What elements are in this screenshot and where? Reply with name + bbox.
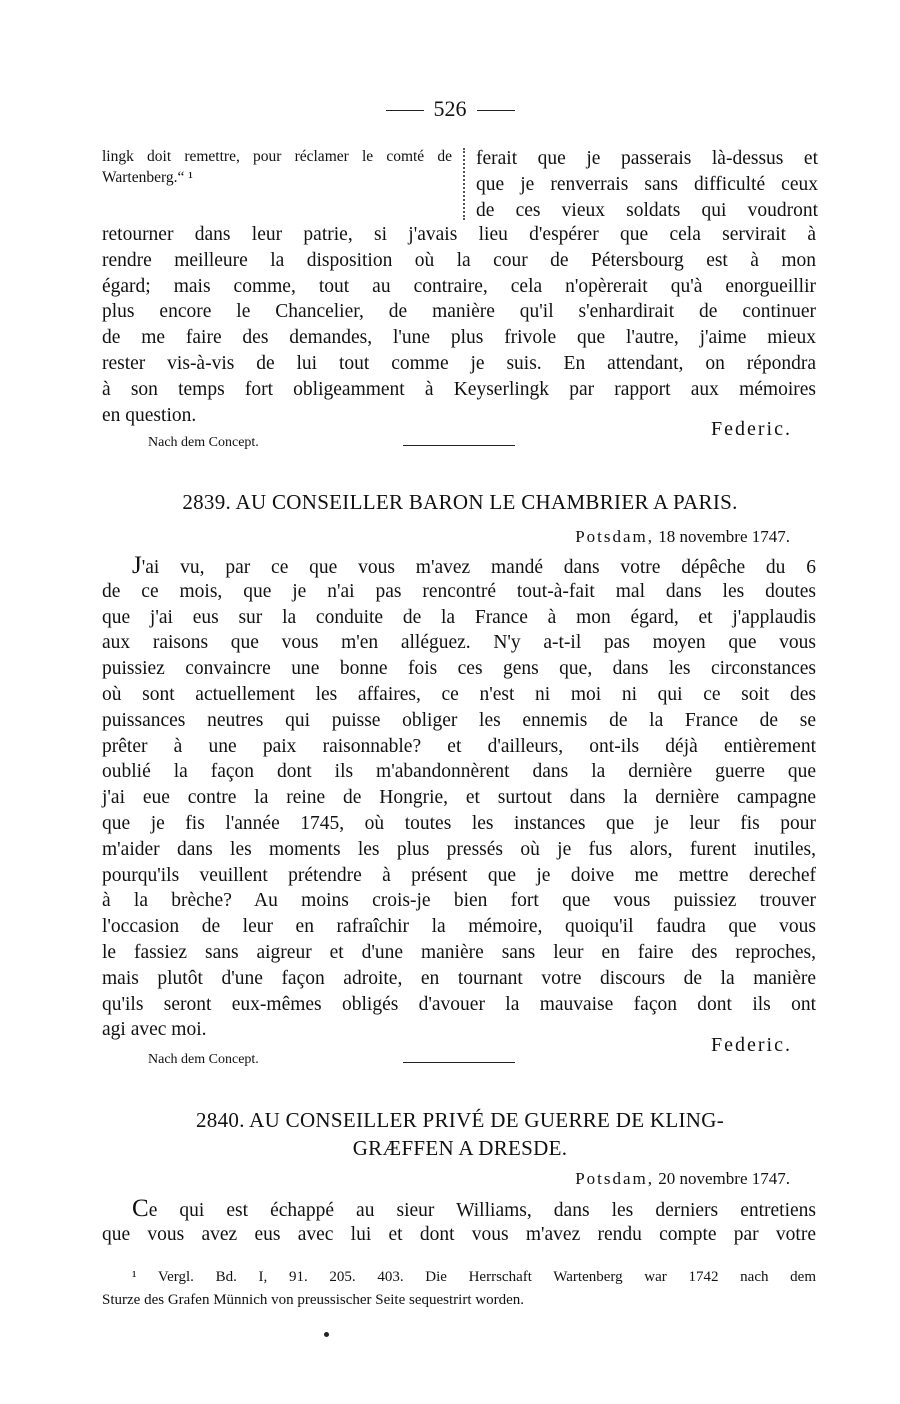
text-line: rester vis-à-vis de lui tout comme je suis. En attendant, on répondra (102, 352, 816, 374)
letter-place: Potsdam, (575, 1169, 655, 1188)
page-number: 526 (433, 96, 467, 121)
footnote-line: ¹ Vergl. Bd. I, 91. 205. 403. Die Herrschaft Wartenberg war 1742 nach dem (132, 1269, 816, 1285)
text-line (102, 1196, 816, 1222)
text-line: puissiez convaincre une bonne fois ces gens que, dans les circonstances (102, 658, 816, 680)
continued-letter-body (102, 222, 816, 428)
text-line: m'aider dans les moments les plus pressés où je fus alors, furent inutiles, (102, 838, 816, 860)
letter-date: 18 novembre 1747. (658, 527, 790, 546)
letter-heading-2840 (102, 1106, 818, 1162)
text-line: à son temps fort obligeamment à Keyserlingk par rapport aux mémoires (102, 378, 816, 400)
text-line: mais plutôt d'une façon adroite, en tournant votre discours de la manière (102, 967, 816, 989)
page-speck (324, 1332, 329, 1337)
text-line: à la brèche? Au moins crois-je bien fort que vous puissiez trouver (102, 890, 816, 912)
text-line: en question. (102, 404, 197, 426)
header-dash-right (477, 110, 515, 111)
column-separator (463, 148, 465, 220)
signature: Federic. (711, 418, 792, 440)
continued-letter-top (102, 146, 818, 222)
text-line-rest: e qui est échappé au sieur Williams, dans les derniers entretiens (148, 1200, 816, 1221)
text-line: de me faire des demandes, l'une plus frivole que l'autre, j'aime mieux (102, 327, 816, 349)
previous-letter-ending: lingk doit remettre, pour réclamer le comté de Wartenberg.“ ¹ (102, 148, 452, 186)
text-line: où sont actuellement les affaires, ce n'est ni moi ni qui ce soit des (102, 683, 816, 705)
letter-place: Potsdam, (575, 527, 655, 546)
text-line: pourqu'ils veuillent prétendre à présent que je doive me mettre derechef (102, 864, 816, 886)
continued-text-right-column (476, 146, 818, 224)
text-line: l'occasion de leur en rafraîchir la mémoire, quoiqu'il faudra que vous (102, 916, 816, 938)
letter-date: 20 novembre 1747. (658, 1169, 790, 1188)
letter-title: AU CONSEILLER PRIVÉ DE GUERRE DE KLING- (249, 1108, 724, 1132)
text-line: prêter à une paix raisonnable? et d'ailleurs, ont-ils déjà entièrement (102, 735, 816, 757)
letter-heading-2839 (102, 488, 818, 516)
letter-title-line-1 (102, 1106, 818, 1134)
text-line: oublié la façon dont ils m'abandonnèrent dans la dernière guerre que (102, 761, 816, 783)
initial-letter: J (132, 552, 142, 579)
footnote (102, 1266, 816, 1312)
letter-title-line-2: GRÆFFEN A DRESDE. (352, 1136, 568, 1160)
text-line: agi avec moi. (102, 1019, 207, 1041)
text-line: rendre meilleure la disposition où la cour de Pétersbourg est à mon (102, 249, 816, 271)
text-line: égard; mais comme, tout au contraire, cela n'opèrerait qu'à enorgueillir (102, 275, 816, 297)
letter-date-2839 (575, 527, 790, 547)
text-line: plus encore le Chancelier, de manière qu'il s'enhardirait de continuer (102, 301, 816, 323)
letter-number: 2839. (182, 490, 232, 514)
text-line: j'ai eue contre la reine de Hongrie, et surtout dans la dernière campagne (102, 787, 816, 809)
letter-number: 2840. (196, 1108, 245, 1132)
footnote-line: Sturze des Grafen Münnich von preussischer Seite sequestrirt worden. (102, 1292, 524, 1308)
text-line: aux raisons que vous m'en alléguez. N'y a-t-il pas moyen que vous (102, 632, 816, 654)
text-line: que j'ai eus sur la conduite de la France à mon égard, et j'applaudis (102, 606, 816, 628)
page-number-header (0, 96, 900, 122)
text-line: le fassiez sans aigreur et d'une manière sans leur en faire des reproches, (102, 941, 816, 963)
initial-letter: C (132, 1195, 149, 1222)
text-line-rest: 'ai vu, par ce que vous m'avez mandé dans votre dépêche du 6 (141, 557, 816, 578)
text-line: que je fis l'année 1745, où toutes les instances que je leur fis pour (102, 812, 816, 834)
text-line (102, 553, 816, 579)
text-line: qu'ils seront eux-mêmes obligés d'avouer la mauvaise façon dont ils ont (102, 993, 816, 1015)
letter-body-2839 (102, 553, 816, 1043)
letter-date-2840 (575, 1169, 790, 1189)
header-dash-left (386, 110, 424, 111)
text-line: retourner dans leur patrie, si j'avais lieu d'espérer que cela servirait à (102, 224, 816, 245)
section-divider (403, 445, 515, 446)
signature: Federic. (711, 1034, 792, 1056)
text-line: que je renverrais sans difficulté ceux (476, 174, 818, 195)
letter-body-2840 (102, 1196, 816, 1248)
text-line: ferait que je passerais là-dessus et (476, 148, 818, 169)
source-note: Nach dem Concept. (148, 1052, 259, 1067)
text-line: de ce mois, que je n'ai pas rencontré tout-à-fait mal dans les doutes (102, 580, 816, 602)
text-line: de ces vieux soldats qui voudront (476, 200, 818, 221)
source-note: Nach dem Concept. (148, 435, 259, 450)
text-line: puissances neutres qui puisse obliger les ennemis de la France de se (102, 709, 816, 731)
section-divider (403, 1062, 515, 1063)
letter-title: AU CONSEILLER BARON LE CHAMBRIER A PARIS. (235, 490, 738, 514)
text-line: que vous avez eus avec lui et dont vous m'avez rendu compte par votre (102, 1223, 816, 1245)
